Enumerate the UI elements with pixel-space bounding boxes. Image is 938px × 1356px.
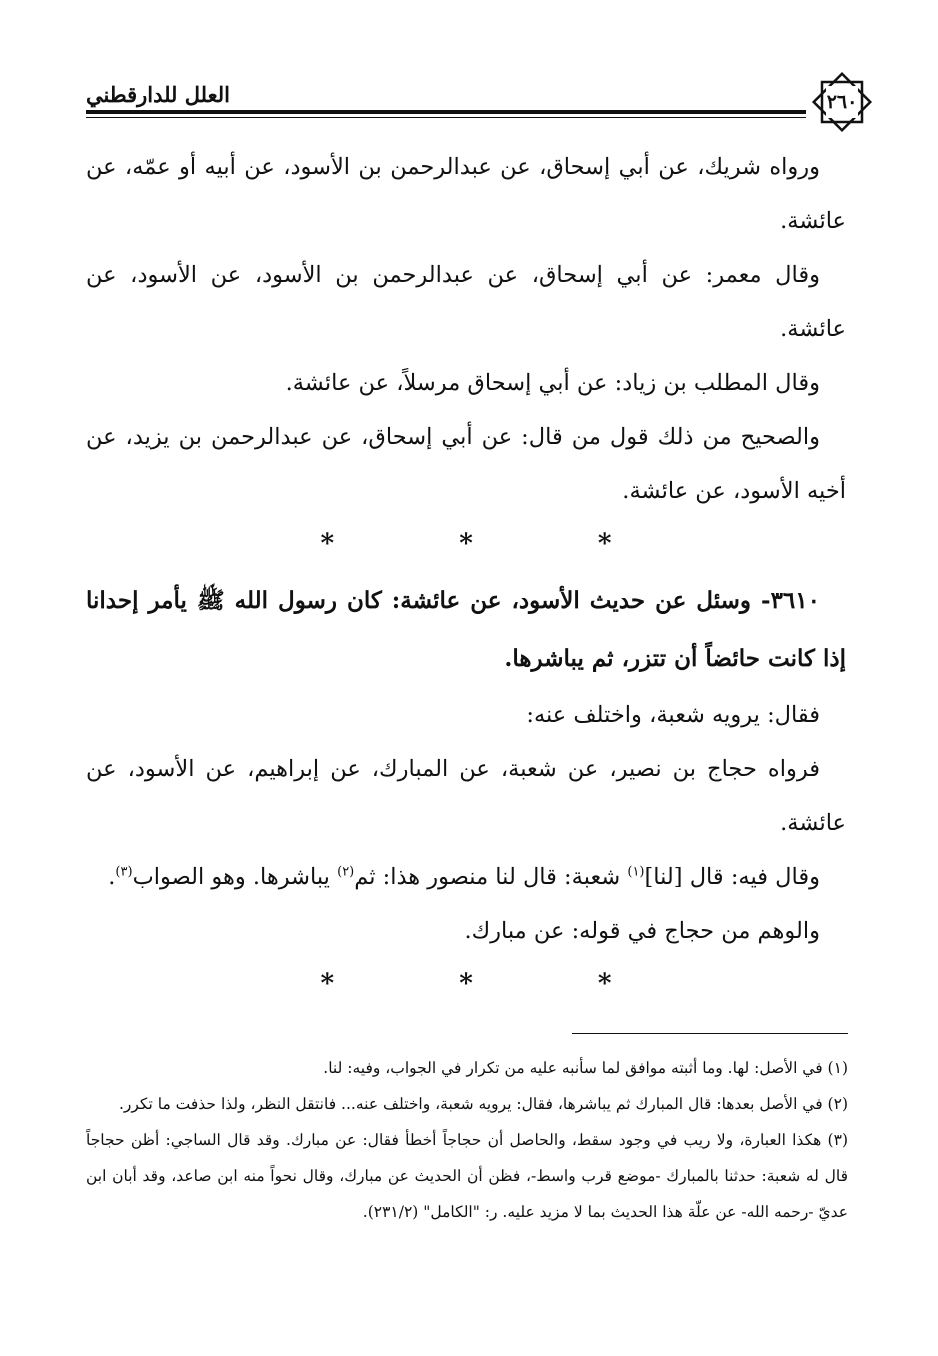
paragraph: ورواه شريك، عن أبي إسحاق، عن عبدالرحمن بن الأسود، عن أبيه أو عمّه، عن عائشة. (86, 154, 846, 234)
page-number-badge (810, 70, 874, 134)
paragraph: وقال معمر: عن أبي إسحاق، عن عبدالرحمن بن الأسود، عن الأسود، عن عائشة. (86, 262, 846, 342)
section-separator: * * * (320, 969, 670, 999)
paragraph: فقال: يرويه شعبة، واختلف عنه: (526, 702, 820, 728)
footnote-ref[interactable]: (١) (627, 864, 645, 880)
question-heading (86, 572, 846, 688)
paragraph: والصحيح من ذلك قول من قال: عن أبي إسحاق، عن عبدالرحمن بن يزيد، عن أخيه الأسود، عن عائشة. (86, 424, 846, 504)
footnote-ref[interactable]: (٢) (337, 864, 355, 880)
text-segment: وقال فيه: قال [لنا] (644, 864, 820, 890)
question-number: ٣٦١٠- (761, 587, 820, 614)
footnote: (٣) هكذا العبارة، ولا ريب في وجود سقط، والحاصل أن حجاجاً أخطأ فقال: عن مبارك. وقد قال الساجي: أظن حجاجاً قال له شعبة: حدثنا بالمبارك -موضع قرب واسط-، فظن أن الحديث عن مبارك، وقال نحواً منه ابن صاعد، وقد أبان ابن عديّ -رحمه الله- عن علّة هذا الحديث بما لا مزيد عليه. ر: "الكامل" (٢٣١/٢). (86, 1131, 848, 1221)
page-number: ٢٦٠ (826, 91, 858, 113)
paragraph: فرواه حجاج بن نصير، عن شعبة، عن المبارك، عن إبراهيم، عن الأسود، عن عائشة. (86, 756, 846, 836)
question-text: وسئل عن حديث الأسود، عن عائشة: كان رسول الله ﷺ يأمر إحدانا إذا كانت حائضاً أن تتزر، ثم يباشرها. (86, 587, 846, 672)
header-rule (86, 110, 806, 118)
text-segment: شعبة: قال لنا منصور هذا: ثم (354, 864, 628, 890)
main-text (86, 140, 846, 1012)
footnote-ref[interactable]: (٣) (115, 864, 133, 880)
paragraph (86, 850, 846, 904)
text-segment: . (108, 864, 116, 890)
paragraph: وقال المطلب بن زياد: عن أبي إسحاق مرسلاً، عن عائشة. (285, 370, 820, 396)
footnote-divider (572, 1033, 848, 1034)
book-title: العلل للدارقطني (86, 82, 230, 107)
page-header (86, 70, 858, 126)
section-separator: * * * (320, 529, 670, 559)
text-segment: يباشرها. وهو الصواب (132, 864, 338, 890)
paragraph: والوهم من حجاج في قوله: عن مبارك. (464, 918, 820, 944)
footnote: (٢) في الأصل بعدها: قال المبارك ثم يباشرها، فقال: يرويه شعبة، واختلف عنه... فانتقل النظر، ولذا حذفت ما تكرر. (118, 1095, 848, 1113)
footnote: (١) في الأصل: لها. وما أثبته موافق لما سأنبه عليه من تكرار في الجواب، وفيه: لنا. (323, 1059, 848, 1077)
footnotes (86, 1050, 848, 1230)
